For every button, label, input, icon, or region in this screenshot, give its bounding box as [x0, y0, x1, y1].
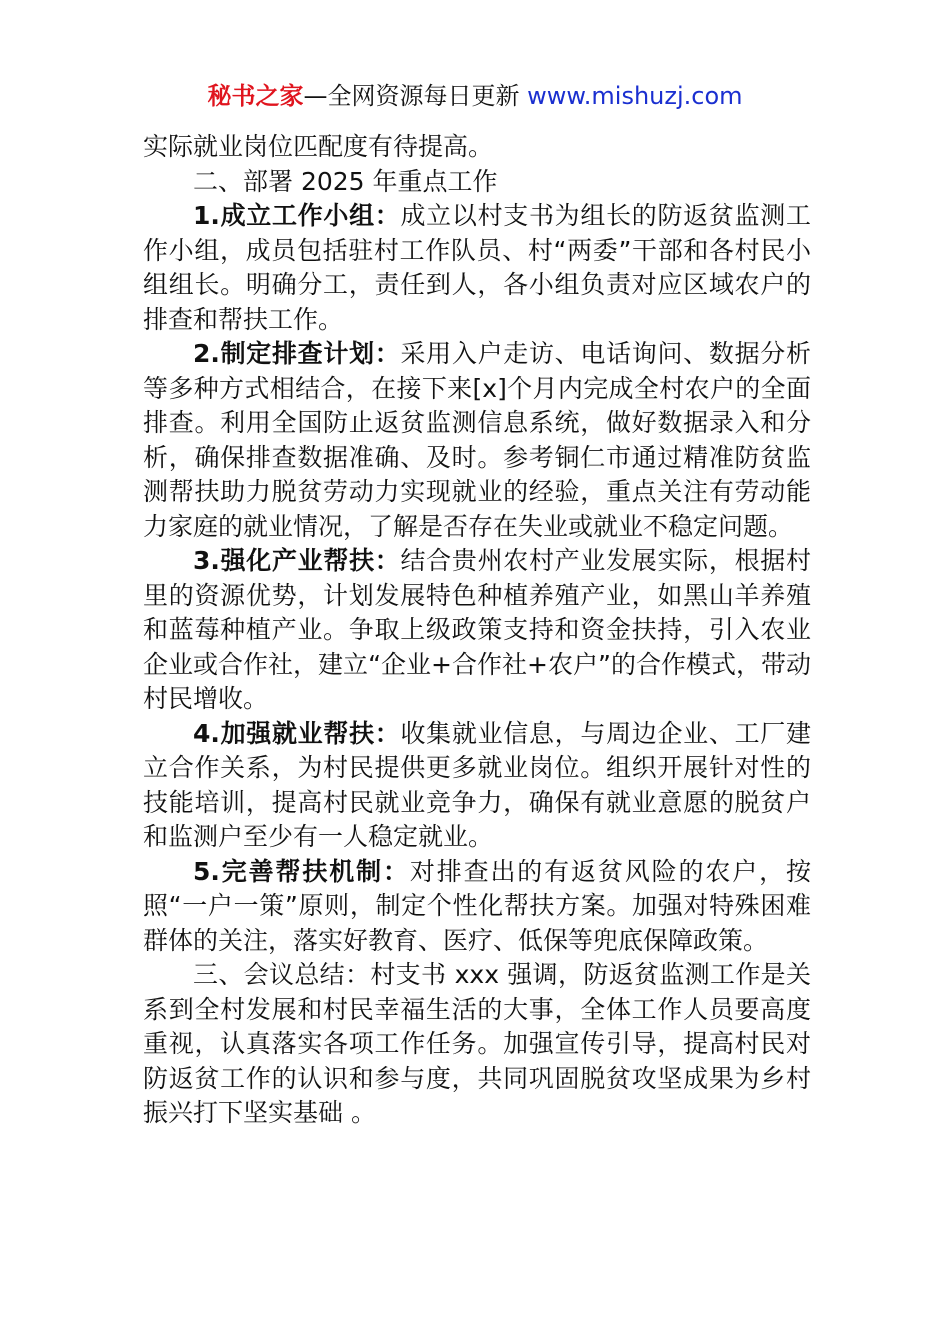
section-heading-3-summary: 三、会议总结：村支书 xxx 强调，防返贫监测工作是关系到全村发展和村民幸福生活的大事，全体工作人员要高度重视，认真落实各项工作任务。加强宣传引导，提高村民对防返贫工作的认识和参与度，共同巩固脱贫攻坚成果为乡村振兴打下坚实基础 。	[143, 960, 811, 1127]
work-item-text: 结合贵州农村产业发展实际，根据村里的资源优势，计划发展特色种植养殖产业，如黑山羊养殖和蓝莓种植产业。争取上级政策支持和资金扶持，引入农业企业或合作社，建立“企业+合作社+农户”的合作模式，带动村民增收。	[143, 546, 811, 713]
work-item-colon: ：	[374, 546, 401, 575]
work-item-text: 收集就业信息，与周边企业、工厂建立合作关系，为村民提供更多就业岗位。组织开展针对性的技能培训，提高村民就业竞争力，确保有就业意愿的脱贫户和监测户至少有一人稳定就业。	[143, 718, 811, 851]
work-item-title: 4.加强就业帮扶	[193, 718, 375, 748]
work-item-text: 采用入户走访、电话询问、数据分析等多种方式相结合，在接下来[x]个月内完成全村农户的全面排查。利用全国防止返贫监测信息系统，做好数据录入和分析，确保排查数据准确、及时。参考铜仁市通过精准防贫监测帮扶助力脱贫劳动力实现就业的经验，重点关注有劳动能力家庭的就业情况，了解是否存在失业或就业不稳定问题。	[143, 339, 811, 541]
work-item-5	[143, 855, 811, 959]
section-heading-2: 二、部署 2025 年重点工作	[193, 166, 498, 196]
work-item-4	[143, 717, 811, 855]
document-body	[143, 130, 811, 1131]
brand-name: 秘书之家	[207, 82, 304, 110]
work-item-title: 5.完善帮扶机制	[193, 856, 383, 886]
work-item-title: 1.成立工作小组	[193, 201, 375, 230]
work-item-1	[143, 199, 811, 337]
work-item-3	[143, 544, 811, 717]
work-item-title: 3.强化产业帮扶	[193, 546, 375, 575]
paragraph-continuation: 实际就业岗位匹配度有待提高。	[143, 132, 494, 161]
site-url[interactable]: www.mishuzj.com	[527, 82, 743, 110]
page-header	[0, 80, 950, 112]
work-item-colon: ：	[382, 856, 410, 886]
work-item-text: 对排查出的有返贫风险的农户，按照“一户一策”原则，制定个性化帮扶方案。加强对特殊困难群体的关注，落实好教育、医疗、低保等兜底保障政策。	[143, 856, 811, 955]
work-item-title: 2.制定排查计划	[193, 339, 375, 368]
work-item-colon: ：	[374, 718, 401, 748]
header-tagline: —全网资源每日更新	[303, 82, 528, 110]
work-item-text: 成立以村支书为组长的防返贫监测工作小组，成员包括驻村工作队员、村“两委”干部和各村民小组组长。明确分工，责任到人，各小组负责对应区域农户的排查和帮扶工作。	[143, 201, 811, 334]
work-item-colon: ：	[374, 339, 401, 368]
work-item-colon: ：	[374, 201, 401, 230]
work-item-2	[143, 337, 811, 544]
